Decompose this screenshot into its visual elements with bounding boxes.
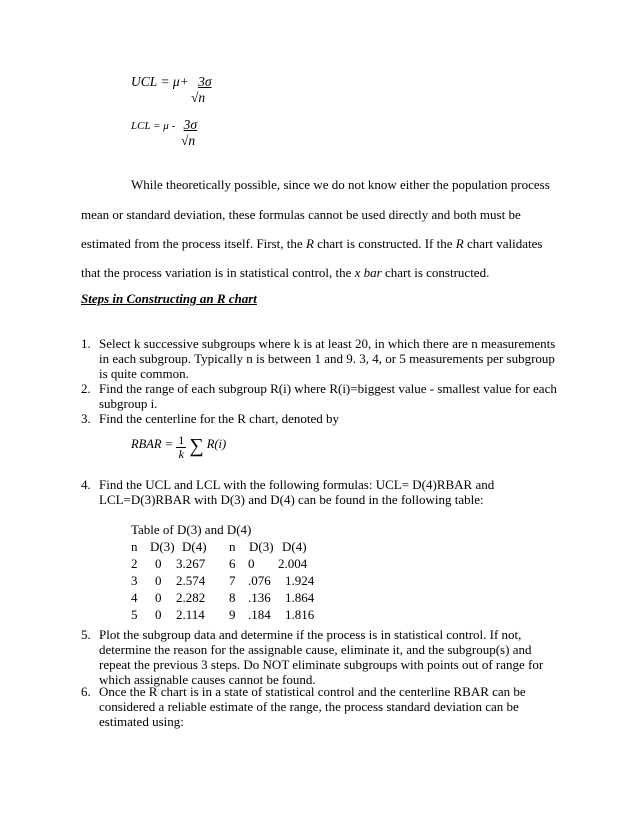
header-cell: D(4) <box>282 539 307 554</box>
ucl-lhs: UCL = μ+ <box>131 74 189 89</box>
table-row <box>131 589 325 606</box>
step-3-number: 3. <box>81 411 91 426</box>
xbar-italic: x bar <box>354 265 382 280</box>
ucl-numerator: 3σ <box>198 74 212 89</box>
header-cell: D(3) <box>150 539 175 554</box>
r-italic: R <box>455 236 464 251</box>
text-segment: estimated from the process itself. First, the <box>81 236 306 251</box>
table-cell: .136 <box>248 590 271 605</box>
table-title: Table of D(3) and D(4) <box>131 522 252 537</box>
table-cell: 6 <box>229 556 236 571</box>
table-cell: 2.574 <box>176 573 206 588</box>
table-cell: 0 <box>155 607 162 622</box>
step-1-text: Select k successive subgroups where k is at least 20, in which there are n measurements in each subgroup. Typically n is between 1 and 9. 3, 4, or 5 measurements per subgroup is quite common. <box>99 336 556 381</box>
table-cell: 1.924 <box>285 573 315 588</box>
text-segment: chart validates <box>463 236 543 251</box>
table-cell: 2.004 <box>278 556 308 571</box>
step-5-text: Plot the subgroup data and determine if the process is in statistical control. If not, determine the reason for the assignable cause, eliminate it, and the subgroup(s) and repeat the previous 3 steps. Do NOT eliminate subgroups with points out of range for which assignable causes cannot be found. <box>99 627 544 687</box>
table-header-row <box>131 538 325 555</box>
header-cell: D(4) <box>182 539 207 554</box>
step-1-number: 1. <box>81 336 91 351</box>
rbar-lhs: RBAR = <box>131 437 174 451</box>
table-cell: 0 <box>155 573 162 588</box>
rbar-denominator: k <box>178 446 184 461</box>
lcl-numerator: 3σ <box>183 117 198 132</box>
lcl-lhs: LCL = μ - <box>131 120 176 132</box>
step-5-number: 5. <box>81 627 91 642</box>
d-table <box>131 521 325 623</box>
paragraph-line-2: mean or standard deviation, these formulas cannot be used directly and both must be <box>81 207 521 222</box>
table-cell: 3.267 <box>176 556 206 571</box>
lcl-formula <box>131 117 197 133</box>
header-cell: D(3) <box>249 539 274 554</box>
step-4-number: 4. <box>81 477 91 492</box>
ucl-formula <box>131 74 212 90</box>
table-cell: 0 <box>155 590 162 605</box>
paragraph-line-4 <box>81 265 489 281</box>
text-segment: chart is constructed. <box>381 265 490 280</box>
table-cell: 0 <box>155 556 162 571</box>
table-row <box>131 572 325 589</box>
table-cell: 1.864 <box>285 590 315 605</box>
table-cell: 7 <box>229 573 236 588</box>
table-cell: 1.816 <box>285 607 315 622</box>
step-4-text: Find the UCL and LCL with the following formulas: UCL= D(4)RBAR and LCL=D(3)RBAR with D(3) and D(4) can be found in the following table: <box>99 477 495 507</box>
table-cell: 3 <box>131 573 138 588</box>
table-cell: 2.114 <box>176 607 205 622</box>
text-segment: chart is constructed. If the <box>313 236 456 251</box>
step-6-number: 6. <box>81 684 91 699</box>
text-segment: that the process variation is in statistical control, the <box>81 265 355 280</box>
ucl-denominator: √n <box>191 90 206 105</box>
table-cell: 2 <box>131 556 138 571</box>
table-row <box>131 606 325 623</box>
r-italic: R <box>305 236 314 251</box>
paragraph-line-3 <box>81 236 542 252</box>
step-6-text: Once the R chart is in a state of statistical control and the centerline RBAR can be considered a reliable estimate of the range, the process standard deviation can be estimated using: <box>99 684 526 729</box>
section-heading: Steps in Constructing an R chart <box>81 291 257 306</box>
table-cell: 9 <box>229 607 236 622</box>
rbar-term: R(i) <box>206 437 227 451</box>
table-cell: .076 <box>248 573 271 588</box>
table-row <box>131 555 325 572</box>
rbar-formula <box>131 433 226 461</box>
step-2-text: Find the range of each subgroup R(i) where R(i)=biggest value - smallest value for each subgroup i. <box>99 381 557 411</box>
table-cell: .184 <box>248 607 271 622</box>
table-cell: 2.282 <box>176 590 206 605</box>
header-cell: n <box>131 539 138 554</box>
table-cell: 8 <box>229 590 236 605</box>
table-cell: 5 <box>131 607 138 622</box>
step-2-number: 2. <box>81 381 91 396</box>
rbar-numerator: 1 <box>178 432 185 447</box>
step-3-text: Find the centerline for the R chart, denoted by <box>99 411 340 426</box>
header-cell: n <box>229 539 236 554</box>
sum-symbol: ∑ <box>189 435 204 457</box>
paragraph-line-1: While theoretically possible, since we do not know either the population process <box>131 177 550 192</box>
lcl-denominator: √n <box>181 133 196 148</box>
table-cell: 0 <box>248 556 255 571</box>
rbar-fraction <box>176 434 186 461</box>
table-cell: 4 <box>131 590 138 605</box>
